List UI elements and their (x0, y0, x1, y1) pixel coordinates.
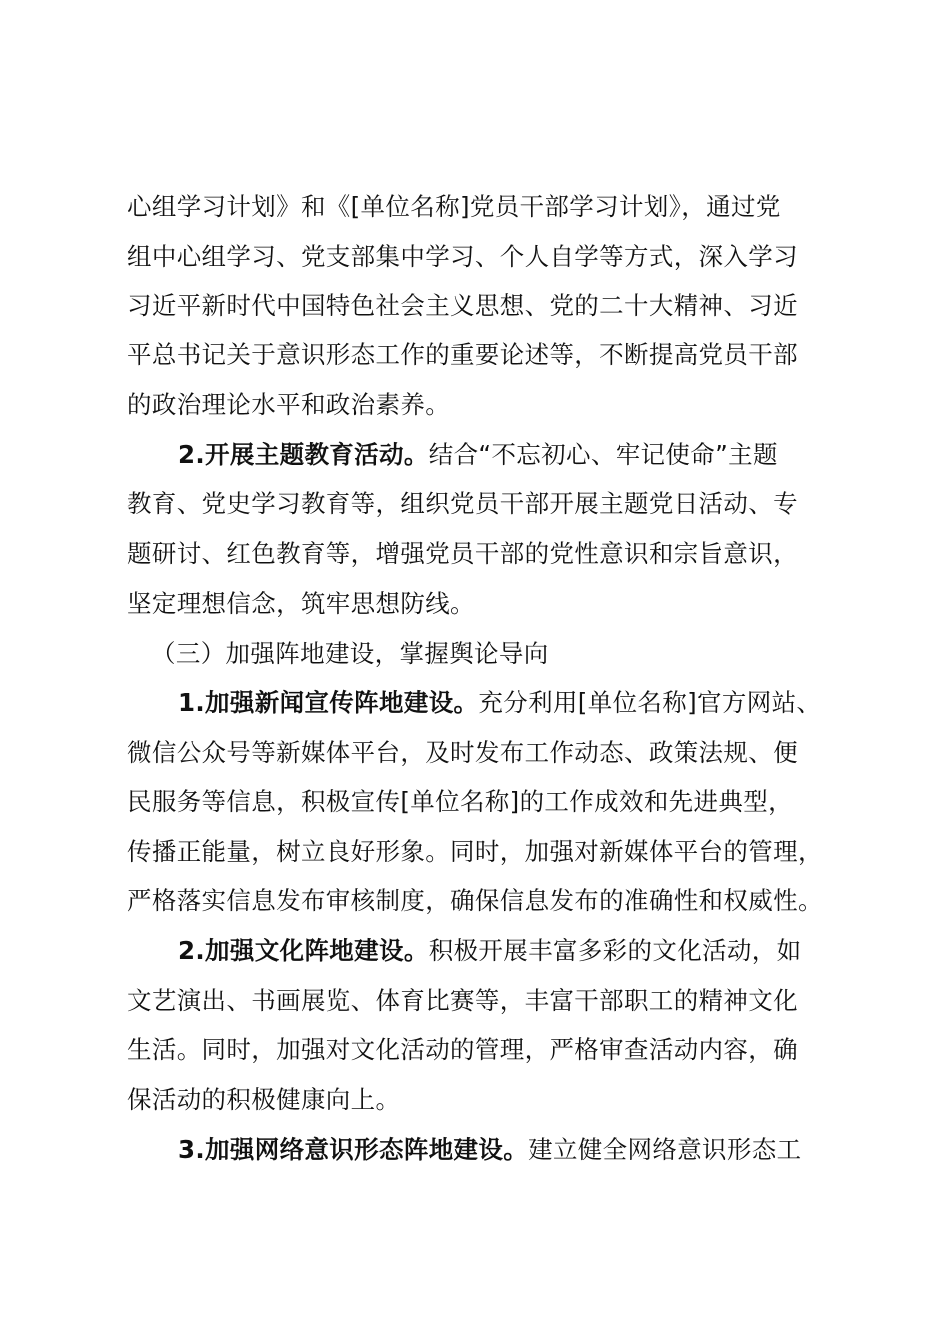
item-text: 建立健全网络意识形态工 (528, 1135, 802, 1164)
paragraph-line: 的政治理论水平和政治素养。 (127, 390, 451, 419)
paragraph-line: 坚定理想信念，筑牢思想防线。 (127, 589, 475, 618)
item-heading: 1.加强新闻宣传阵地建设。 (178, 688, 479, 717)
item-heading: 2.开展主题教育活动。 (178, 440, 429, 469)
paragraph-line: 组中心组学习、党支部集中学习、个人自学等方式，深入学习 (127, 242, 798, 271)
paragraph-line (178, 926, 838, 976)
paragraph-line (178, 1125, 838, 1175)
paragraph-line: 保活动的积极健康向上。 (127, 1085, 401, 1114)
paragraph-line: 严格落实信息发布审核制度，确保信息发布的准确性和权威性。 (127, 886, 823, 915)
paragraph-line: 习近平新时代中国特色社会主义思想、党的二十大精神、习近 (127, 291, 798, 320)
item-text: 积极开展丰富多彩的文化活动，如 (428, 936, 802, 965)
paragraph-line: 微信公众号等新媒体平台，及时发布工作动态、政策法规、便 (127, 738, 798, 767)
paragraph-line: 平总书记关于意识形态工作的重要论述等，不断提高党员干部 (127, 340, 798, 369)
item-heading: 3.加强网络意识形态阵地建设。 (178, 1135, 529, 1164)
paragraph-line: 生活。同时，加强对文化活动的管理，严格审查活动内容，确 (127, 1035, 798, 1064)
paragraph-line (178, 430, 838, 480)
paragraph-line: 民服务等信息，积极宣传[单位名称]的工作成效和先进典型， (127, 787, 793, 816)
item-text: 充分利用[单位名称]官方网站、 (478, 688, 822, 717)
paragraph-line: 教育、党史学习教育等，组织党员干部开展主题党日活动、专 (127, 489, 798, 518)
paragraph-line: 心组学习计划》和《[单位名称]党员干部学习计划》，通过党 (127, 192, 781, 221)
paragraph-line: 文艺演出、书画展览、体育比赛等，丰富干部职工的精神文化 (127, 986, 798, 1015)
paragraph-line (178, 678, 838, 728)
paragraph-line: 传播正能量，树立良好形象。同时，加强对新媒体平台的管理， (127, 837, 823, 866)
item-heading: 2.加强文化阵地建设。 (178, 936, 429, 965)
paragraph-line: 题研讨、红色教育等，增强党员干部的党性意识和宗旨意识， (127, 539, 798, 568)
item-text: 结合“不忘初心、牢记使命”主题 (428, 440, 778, 469)
section-heading: （三）加强阵地建设，掌握舆论导向 (151, 639, 549, 668)
